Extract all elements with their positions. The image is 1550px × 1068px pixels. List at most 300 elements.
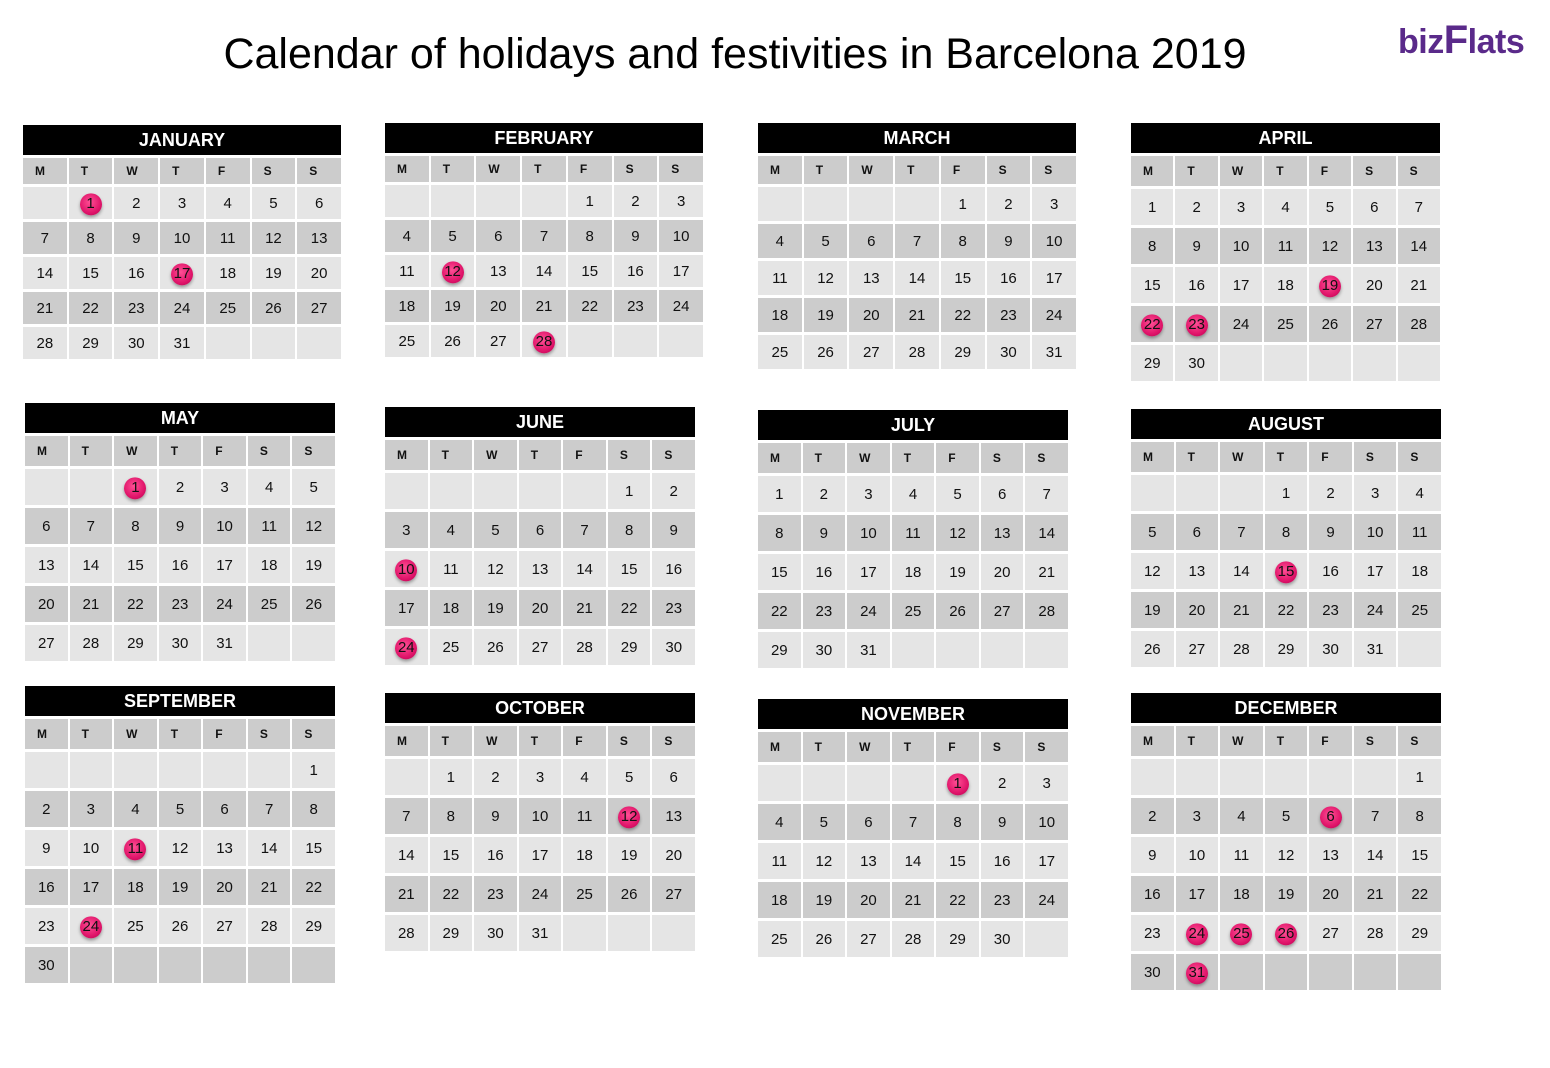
day-number: 3 — [177, 194, 187, 212]
day-number: 4 — [446, 521, 456, 539]
day-number: 15 — [949, 852, 966, 870]
day-cell — [25, 791, 68, 827]
day-number: 8 — [309, 800, 318, 818]
empty-cell — [1131, 759, 1174, 795]
day-cell — [1025, 476, 1068, 512]
day-cell — [25, 869, 68, 905]
day-number: 24 — [216, 595, 233, 613]
day-number: 24 — [1232, 315, 1250, 333]
day-number: 9 — [175, 517, 185, 535]
day-number: 25 — [442, 638, 460, 656]
weekday-header: T — [1176, 442, 1219, 472]
day-number: 8 — [1415, 807, 1424, 825]
day-cell — [1354, 475, 1397, 511]
empty-cell — [758, 765, 801, 801]
day-number: 9 — [1148, 846, 1157, 864]
empty-cell — [981, 632, 1024, 668]
day-cell — [1131, 514, 1174, 550]
day-cell — [385, 512, 428, 548]
day-number: 9 — [1192, 237, 1201, 255]
day-cell — [292, 908, 335, 944]
day-number: 13 — [1188, 562, 1206, 580]
day-number: 12 — [444, 262, 461, 280]
weekday-header: T — [1265, 442, 1308, 472]
day-cell — [297, 257, 341, 289]
day-number: 28 — [535, 332, 553, 350]
day-number: 27 — [216, 917, 233, 935]
day-cell — [1398, 514, 1441, 550]
day-cell — [1175, 228, 1217, 264]
day-number: 26 — [817, 343, 834, 361]
day-cell — [70, 508, 113, 544]
empty-cell — [159, 752, 202, 788]
day-cell — [297, 187, 341, 219]
day-number: 7 — [402, 807, 411, 825]
day-cell — [1025, 843, 1068, 879]
day-cell — [1264, 267, 1306, 303]
day-cell — [1265, 514, 1308, 550]
day-number: 15 — [127, 556, 144, 574]
weekday-header: M — [758, 732, 801, 762]
weekday-header: T — [1176, 726, 1219, 756]
day-number: 12 — [305, 517, 323, 535]
day-cell — [1220, 189, 1262, 225]
day-cell — [25, 625, 68, 661]
day-number: 23 — [487, 885, 504, 903]
day-number: 28 — [1410, 315, 1428, 333]
day-number: 6 — [42, 517, 51, 535]
day-cell — [652, 759, 695, 795]
day-cell — [1354, 592, 1397, 628]
day-cell — [206, 257, 250, 289]
day-cell — [659, 185, 703, 217]
day-cell — [23, 327, 67, 359]
day-number: 3 — [864, 485, 873, 503]
day-cell — [849, 335, 893, 369]
day-number: 25 — [1411, 601, 1429, 619]
empty-cell — [297, 327, 341, 359]
day-number: 11 — [576, 807, 593, 825]
day-cell — [23, 222, 67, 254]
weekday-header: M — [385, 156, 429, 182]
weekday-header: T — [1175, 156, 1217, 186]
day-cell — [252, 257, 296, 289]
weekday-header: T — [70, 719, 113, 749]
day-cell — [803, 882, 846, 918]
day-cell — [70, 791, 113, 827]
day-number: 8 — [624, 521, 634, 539]
day-cell — [1309, 915, 1352, 951]
day-cell — [847, 882, 890, 918]
day-number: 24 — [860, 602, 877, 620]
day-cell — [936, 476, 979, 512]
day-cell — [1264, 189, 1306, 225]
day-number: 12 — [171, 839, 189, 857]
day-number: 4 — [775, 232, 785, 250]
day-cell — [608, 759, 651, 795]
weekday-header: M — [1131, 726, 1174, 756]
day-cell — [25, 547, 68, 583]
day-number: 7 — [40, 229, 50, 247]
empty-cell — [292, 625, 335, 661]
weekday-header: S — [292, 436, 335, 466]
day-cell — [1131, 631, 1174, 667]
empty-cell — [203, 752, 246, 788]
day-cell — [292, 547, 335, 583]
day-number: 30 — [37, 956, 55, 974]
weekday-header: T — [803, 732, 846, 762]
day-number: 18 — [398, 297, 416, 315]
day-number: 28 — [82, 634, 100, 652]
day-cell — [981, 554, 1024, 590]
day-cell — [652, 473, 695, 509]
weekday-header: T — [430, 440, 473, 470]
day-cell — [1398, 798, 1441, 834]
day-cell — [563, 512, 606, 548]
day-cell — [114, 625, 157, 661]
day-cell — [1354, 915, 1397, 951]
weekday-header: S — [1398, 726, 1441, 756]
day-cell — [568, 290, 612, 322]
empty-cell — [25, 752, 68, 788]
day-number: 7 — [1042, 485, 1051, 503]
empty-cell — [1220, 475, 1263, 511]
day-cell — [803, 593, 846, 629]
day-number: 24 — [1038, 891, 1056, 909]
day-number: 18 — [1277, 276, 1294, 294]
day-cell — [1309, 228, 1351, 264]
weekday-header: M — [23, 158, 67, 184]
day-number: 30 — [127, 334, 145, 352]
day-cell — [1220, 631, 1263, 667]
day-number: 15 — [1143, 276, 1161, 294]
day-number: 21 — [904, 891, 922, 909]
day-cell — [987, 335, 1031, 369]
day-number: 10 — [82, 839, 100, 857]
weekday-header: M — [385, 726, 428, 756]
day-number: 27 — [531, 638, 549, 656]
day-cell — [519, 876, 562, 912]
day-number: 21 — [82, 595, 100, 613]
day-number: 11 — [261, 517, 277, 535]
day-cell — [758, 515, 801, 551]
day-cell — [206, 292, 250, 324]
day-cell — [25, 947, 68, 983]
day-cell — [1354, 837, 1397, 873]
bizflats-logo — [1398, 18, 1524, 63]
day-number: 6 — [494, 227, 503, 245]
day-cell — [1309, 592, 1352, 628]
month-header: SEPTEMBER — [25, 686, 335, 716]
day-cell — [385, 590, 428, 626]
day-number: 4 — [908, 485, 918, 503]
day-number: 16 — [127, 264, 145, 282]
day-cell — [987, 224, 1031, 258]
day-number: 9 — [631, 227, 640, 245]
day-cell — [895, 224, 939, 258]
day-cell — [69, 222, 113, 254]
day-cell — [652, 798, 695, 834]
day-number: 26 — [815, 930, 833, 948]
day-cell — [474, 876, 517, 912]
day-cell — [203, 908, 246, 944]
empty-cell — [1309, 345, 1351, 381]
day-number: 5 — [491, 521, 500, 539]
month-january — [23, 125, 341, 359]
empty-cell — [70, 947, 113, 983]
month-header: JANUARY — [23, 125, 341, 155]
day-cell — [608, 837, 651, 873]
day-cell — [474, 915, 517, 951]
day-number: 3 — [535, 768, 545, 786]
empty-cell — [895, 187, 939, 221]
day-number: 2 — [631, 192, 640, 210]
empty-cell — [892, 765, 935, 801]
day-cell — [430, 590, 473, 626]
day-cell — [1175, 267, 1217, 303]
day-number: 26 — [171, 917, 189, 935]
day-number: 11 — [772, 269, 788, 287]
day-number: 15 — [305, 839, 323, 857]
weekday-header: M — [758, 156, 802, 184]
day-number: 7 — [1414, 198, 1423, 216]
day-number: 6 — [997, 485, 1007, 503]
day-cell — [652, 629, 695, 665]
day-cell — [248, 508, 291, 544]
day-number: 22 — [1411, 885, 1429, 903]
day-number: 30 — [665, 638, 683, 656]
day-cell — [892, 515, 935, 551]
day-cell — [1175, 189, 1217, 225]
day-cell — [385, 551, 428, 587]
month-days-grid — [1131, 726, 1441, 990]
day-number: 4 — [1237, 807, 1246, 825]
day-number: 31 — [1045, 343, 1063, 361]
day-cell — [1354, 553, 1397, 589]
day-cell — [758, 476, 801, 512]
day-cell — [563, 798, 606, 834]
day-number: 2 — [669, 482, 678, 500]
month-days-grid — [385, 726, 695, 951]
day-cell — [1025, 515, 1068, 551]
weekday-header: W — [1220, 442, 1263, 472]
day-cell — [519, 759, 562, 795]
day-number: 14 — [535, 262, 553, 280]
day-number: 20 — [310, 264, 328, 282]
empty-cell — [1265, 759, 1308, 795]
day-cell — [1220, 553, 1263, 589]
day-number: 13 — [1366, 237, 1383, 255]
empty-cell — [203, 947, 246, 983]
day-cell — [758, 632, 801, 668]
day-number: 27 — [993, 602, 1011, 620]
day-cell — [248, 830, 291, 866]
day-cell — [292, 830, 335, 866]
day-number: 10 — [173, 229, 191, 247]
day-number: 20 — [531, 599, 549, 617]
day-number: 26 — [620, 885, 638, 903]
day-number: 10 — [672, 227, 690, 245]
day-cell — [522, 290, 566, 322]
month-header: MARCH — [758, 123, 1076, 153]
day-cell — [659, 255, 703, 287]
day-cell — [70, 625, 113, 661]
weekday-header: W — [474, 726, 517, 756]
day-cell — [1354, 514, 1397, 550]
day-number: 17 — [1038, 852, 1056, 870]
day-cell — [114, 908, 157, 944]
day-cell — [1131, 228, 1173, 264]
day-number: 8 — [1281, 523, 1291, 541]
empty-cell — [1265, 954, 1308, 990]
day-cell — [385, 629, 428, 665]
empty-cell — [114, 752, 157, 788]
day-number: 23 — [815, 602, 833, 620]
day-number: 21 — [908, 306, 926, 324]
day-number: 8 — [585, 227, 594, 245]
day-number: 18 — [1411, 562, 1429, 580]
empty-cell — [292, 947, 335, 983]
weekday-header: M — [25, 436, 68, 466]
day-number: 5 — [1325, 198, 1335, 216]
day-number: 19 — [487, 599, 504, 617]
day-cell — [297, 222, 341, 254]
day-number: 4 — [1281, 198, 1290, 216]
day-number: 6 — [1192, 523, 1202, 541]
weekday-header: W — [114, 158, 158, 184]
weekday-header: W — [1220, 726, 1263, 756]
day-cell — [803, 515, 846, 551]
day-number: 9 — [132, 229, 141, 247]
day-number: 27 — [1188, 640, 1206, 658]
weekday-header: T — [519, 440, 562, 470]
day-cell — [114, 187, 158, 219]
day-cell — [430, 798, 473, 834]
day-number: 12 — [487, 560, 504, 578]
day-cell — [114, 469, 157, 505]
day-number: 26 — [305, 595, 323, 613]
empty-cell — [206, 327, 250, 359]
weekday-header: T — [1264, 156, 1306, 186]
day-number: 13 — [310, 229, 328, 247]
day-number: 9 — [42, 839, 51, 857]
day-number: 24 — [1045, 306, 1063, 324]
month-june — [385, 407, 695, 665]
day-cell — [1353, 228, 1395, 264]
day-number: 24 — [531, 885, 549, 903]
day-cell — [385, 325, 429, 357]
day-cell — [385, 220, 429, 252]
day-number: 14 — [36, 264, 54, 282]
weekday-header: F — [941, 156, 985, 184]
day-number: 7 — [539, 227, 549, 245]
weekday-header: F — [568, 156, 612, 182]
day-cell — [941, 224, 985, 258]
day-number: 1 — [446, 768, 456, 786]
weekday-header: S — [248, 719, 291, 749]
day-cell — [23, 292, 67, 324]
day-cell — [159, 908, 202, 944]
month-header: MAY — [25, 403, 335, 433]
day-number: 20 — [862, 306, 880, 324]
day-cell — [1176, 553, 1219, 589]
day-number: 16 — [993, 852, 1011, 870]
weekday-header: S — [1354, 442, 1397, 472]
day-number: 11 — [1233, 846, 1250, 864]
day-cell — [895, 335, 939, 369]
day-number: 28 — [1038, 602, 1056, 620]
day-number: 6 — [864, 813, 873, 831]
day-number: 20 — [216, 878, 233, 896]
day-number: 14 — [1038, 524, 1056, 542]
day-cell — [1265, 553, 1308, 589]
day-number: 6 — [220, 800, 229, 818]
empty-cell — [608, 915, 651, 951]
weekday-header: T — [159, 436, 202, 466]
weekday-header: F — [1309, 442, 1352, 472]
day-cell — [431, 325, 475, 357]
day-number: 28 — [36, 334, 54, 352]
empty-cell — [431, 185, 475, 217]
day-number: 11 — [771, 852, 788, 870]
day-cell — [981, 765, 1024, 801]
day-cell — [248, 869, 291, 905]
day-cell — [385, 798, 428, 834]
day-number: 19 — [305, 556, 323, 574]
empty-cell — [430, 473, 473, 509]
day-cell — [652, 837, 695, 873]
day-number: 17 — [1188, 885, 1206, 903]
day-number: 21 — [36, 299, 54, 317]
empty-cell — [652, 915, 695, 951]
day-cell — [430, 876, 473, 912]
day-cell — [936, 593, 979, 629]
day-number: 30 — [1143, 963, 1161, 981]
day-number: 19 — [444, 297, 461, 315]
day-cell — [160, 257, 204, 289]
day-number: 4 — [402, 227, 412, 245]
day-cell — [941, 187, 985, 221]
day-number: 24 — [1366, 601, 1384, 619]
day-cell — [892, 882, 935, 918]
day-cell — [69, 187, 113, 219]
day-number: 30 — [1188, 354, 1205, 372]
empty-cell — [1354, 759, 1397, 795]
day-cell — [758, 224, 802, 258]
month-header: JUNE — [385, 407, 695, 437]
day-number: 7 — [908, 813, 918, 831]
day-cell — [563, 590, 606, 626]
day-number: 13 — [665, 807, 683, 825]
day-cell — [1032, 224, 1076, 258]
day-number: 6 — [867, 232, 876, 250]
day-cell — [23, 257, 67, 289]
day-number: 1 — [958, 195, 967, 213]
day-number: 31 — [1188, 963, 1206, 981]
day-number: 10 — [1045, 232, 1063, 250]
month-header: FEBRUARY — [385, 123, 703, 153]
day-cell — [203, 547, 246, 583]
day-number: 30 — [1322, 640, 1339, 658]
empty-cell — [252, 327, 296, 359]
day-cell — [1131, 954, 1174, 990]
day-cell — [430, 551, 473, 587]
day-cell — [1309, 631, 1352, 667]
weekday-header: T — [895, 156, 939, 184]
day-number: 11 — [1411, 523, 1428, 541]
day-cell — [160, 222, 204, 254]
day-cell — [987, 261, 1031, 295]
